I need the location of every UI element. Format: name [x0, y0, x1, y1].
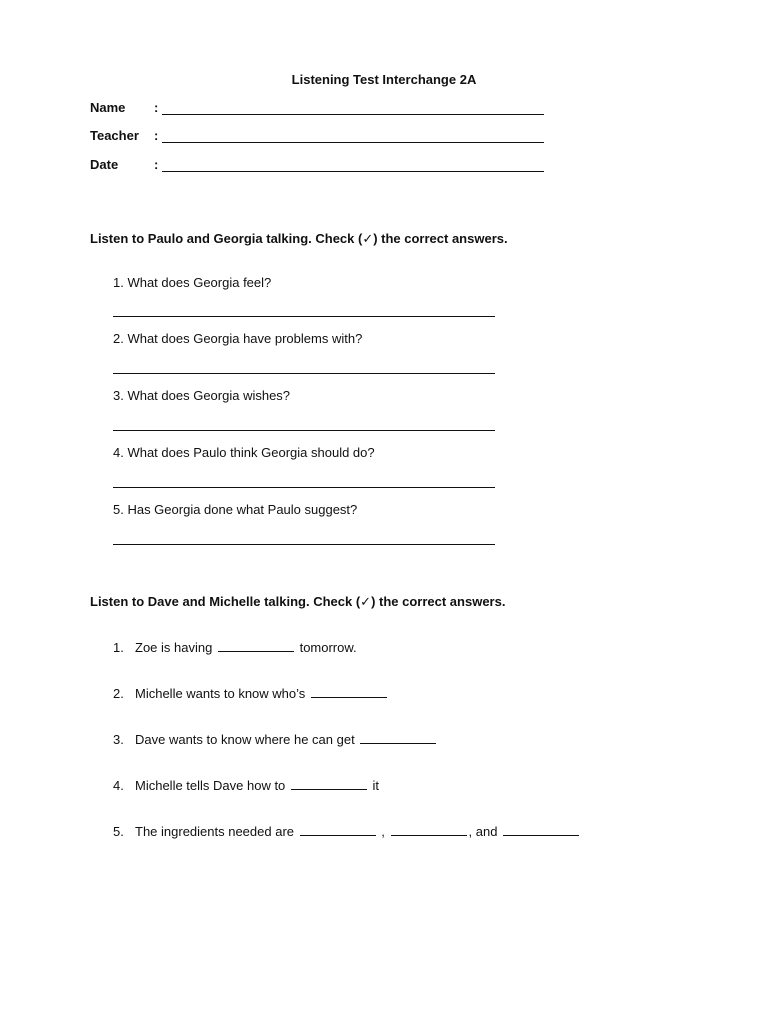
name-answer-line	[162, 114, 544, 115]
item-text-before: Zoe is having	[135, 640, 213, 655]
fill-in-blank	[291, 779, 367, 790]
item-text	[135, 640, 357, 655]
item-text-before: Michelle wants to know who’s	[135, 686, 306, 701]
fill-in-blank	[300, 825, 376, 836]
item-text-before: Michelle tells Dave how to	[135, 778, 286, 793]
section1-answer-line-3	[113, 430, 495, 431]
item-number: 3.	[113, 732, 124, 747]
item-number: 1.	[113, 640, 124, 655]
item-number: 4.	[113, 778, 124, 793]
item-text-after: it	[372, 778, 380, 793]
item-number: 5.	[113, 824, 124, 839]
section1-answer-line-4	[113, 487, 495, 488]
section1-question-5: 5. Has Georgia done what Paulo suggest?	[113, 502, 358, 517]
item-text-before: The ingredients needed are	[135, 824, 295, 839]
section1-question-1: 1. What does Georgia feel?	[113, 275, 272, 290]
item-text	[135, 778, 379, 793]
date-label: Date	[90, 157, 119, 172]
fill-in-blank	[360, 733, 436, 744]
name-label: Name	[90, 100, 126, 115]
item-text-after: tomorrow.	[299, 640, 357, 655]
teacher-label: Teacher	[90, 128, 139, 143]
fill-in-blank	[391, 825, 467, 836]
name-colon: :	[154, 100, 159, 115]
section1-answer-line-2	[113, 373, 495, 374]
section1-answer-line-5	[113, 544, 495, 545]
date-answer-line	[162, 171, 544, 172]
section1-question-4: 4. What does Paulo think Georgia should do?	[113, 445, 375, 460]
section1-instruction: Listen to Paulo and Georgia talking. Check (✓) the correct answers.	[90, 231, 508, 246]
section2-instruction: Listen to Dave and Michelle talking. Check (✓) the correct answers.	[90, 594, 506, 609]
item-text	[135, 824, 581, 839]
item-separator: ,	[381, 824, 385, 839]
fill-in-blank	[503, 825, 579, 836]
fill-in-blank	[218, 641, 294, 652]
item-text	[135, 732, 438, 747]
section1-answer-line-1	[113, 316, 495, 317]
teacher-colon: :	[154, 128, 159, 143]
item-text-before: Dave wants to know where he can get	[135, 732, 355, 747]
page-title: Listening Test Interchange 2A	[291, 72, 477, 87]
fill-in-blank	[311, 687, 387, 698]
section1-question-3: 3. What does Georgia wishes?	[113, 388, 291, 403]
item-separator: , and	[468, 824, 498, 839]
teacher-answer-line	[162, 142, 544, 143]
item-text	[135, 686, 389, 701]
item-number: 2.	[113, 686, 124, 701]
date-colon: :	[154, 157, 159, 172]
section1-question-2: 2. What does Georgia have problems with?	[113, 331, 363, 346]
